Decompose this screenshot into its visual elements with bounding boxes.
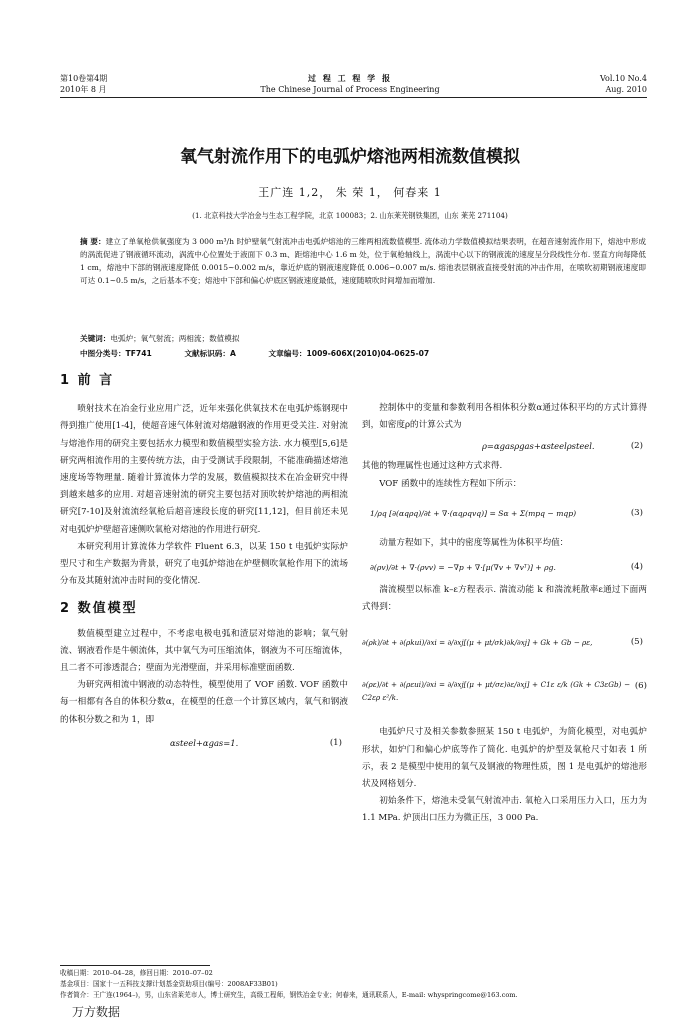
equation-3-body: 1/ρq [∂(αqρq)/∂t + ∇·(αqρqvq)] = Sα + Σ(mpq − mqp): [370, 508, 577, 518]
intro-paragraph-1: 喷射技术在冶金行业应用广泛，近年来强化供氧技术在电弧炉炼钢现中得到推广使用[1-4]，使超音速气体射流对熔融钢液的作用更受关注. 对射流与熔池作用的研究主要包括水力模型和数值模型实验方法. 水力模型[5,6]是研究两相流作用的主要传统方法，由于受测试手段限制，不能准确描述熔池速度场等物理量. 随着计算流体力学的发展，数值模拟技术在冶金研究中得到越来越多的应用. 对超音速射流的研究主要包括对顶吹转炉熔池的两相流研究[7-10]及射流流经氧枪后超音速段长度的研究[11,12]，但目前还未见对电弧炉炉壁超音速侧吹氧枪对熔池的作用进行研究.: [60, 404, 348, 535]
watermark: 万方数据: [72, 1005, 121, 1019]
section-heading-1: 1 前 言: [60, 373, 115, 388]
left-column: [60, 372, 348, 755]
equation-5: [362, 616, 647, 668]
equation-2: [362, 434, 647, 458]
equation-2-number: (2): [630, 441, 643, 452]
abstract: [80, 235, 646, 287]
momentum-intro: 动量方程如下，其中的密度等属性为体积平均值：: [379, 537, 569, 548]
clc-number: 中图分类号：TF741: [80, 349, 152, 358]
running-header-right: [600, 73, 647, 95]
footnote-fund: 基金项目：国家十一五科技支撑计划基金资助项目(编号：2008AF33B01): [60, 980, 278, 988]
equation-4: [362, 552, 647, 582]
section-heading-2: 2 数值模型: [60, 601, 138, 617]
equation-6: [362, 668, 647, 724]
vof-paragraph: 控制体中的变量和参数利用各相体积分数α通过体积平均的方式计算得到，如密度ρ的计算公式为: [362, 403, 647, 431]
equation-3-number: (3): [630, 507, 643, 518]
journal-name-en: The Chinese Journal of Process Engineering: [260, 85, 440, 94]
footnote-bio: 作者简介：王广连(1964–)，男，山东省莱芜市人，博士研究生，高级工程师，钢铁冶金专业；何春来，通讯联系人，E-mail: whyspringcome@163.com.: [60, 991, 518, 999]
document-code: 文献标识码：A: [184, 349, 236, 358]
keywords-text: 电弧炉；氧气射流；两相流；数值模拟: [110, 334, 240, 343]
model-paragraph-2: 为研究两相流中钢液的动态特性，模型使用了 VOF 函数. VOF 函数中每一相都有各自的体积分数α，在模型的任意一个计算区域内，氧气和钢液的体积分数之和为 1，即: [60, 680, 348, 725]
equation-4-body: ∂(ρv)/∂t + ∇·(ρvv) = −∇p + ∇·[μ(∇v + ∇vᵀ)] + ρg.: [370, 563, 556, 573]
journal-name-cn: 过 程 工 程 学 报: [308, 74, 392, 83]
equation-6-body: ∂(ρε)/∂t + ∂(ρεui)/∂xi = ∂/∂xj[(μ + μt/σε)∂ε/∂xj] + C1ε ε/k (Gk + C3εGb) − C2ερ ε²/k.: [362, 680, 630, 703]
affiliation: (1. 北京科技大学冶金与生态工程学院，北京 100083；2. 山东莱芜钢铁集团，山东 莱芜 271104): [192, 211, 508, 220]
equation-4-number: (4): [630, 562, 643, 573]
abstract-label: 摘 要：: [80, 237, 106, 246]
author-list: 王广连 1,2， 朱 荣 1， 何春来 1: [258, 186, 442, 199]
initial-conditions-paragraph: 初始条件下，熔池未受氧气射流冲击. 氧枪入口采用压力入口，压力为 1.1 MPa. 炉顶出口压力为微正压，3 000 Pa.: [362, 796, 647, 824]
keywords-label: 关键词：: [80, 334, 111, 343]
continuity-intro: VOF 函数中的连续性方程如下所示：: [379, 478, 522, 489]
running-header-center: [200, 73, 500, 95]
intro-paragraph-2: 本研究利用计算流体力学软件 Fluent 6.3，以某 150 t 电弧炉实际炉型尺寸和生产数据为背景，研究了电弧炉熔池在炉壁侧吹氧枪作用下的流场分布及其随射流冲击时间的变化情况.: [60, 541, 348, 587]
abstract-text: 建立了单氧枪供氧强度为 3 000 m³/h 时炉壁氧气射流冲击电弧炉熔池的三维两相流数值模型. 流体动力学数值模拟结果表明，在超音速射流作用下，熔池中形成的涡流促进了钢液循环流动，涡流中心位置处于液面下 0.3 m、距熔池中心 1.6 m 处，位于氧枪轴线上，涡流中心以下的钢液流的速度呈分段线性分布. 竖直方向每降低 1 cm，熔池中下部的钢液速度降低 0.0015~0.002 m/s，靠近炉底的钢液速度降低 0.006~0.007 m/s. 熔池表层钢液直接受射流的冲击作用，在喷吹初期钢液速度即可达 0.1~0.5 m/s，之后基本不变；熔池中下部和偏心炉底区钢液速度最低，速度随喷吹时间增加而增加.: [80, 237, 646, 285]
equation-2-body: ρ=αgasρgas+αsteelρsteel.: [482, 441, 595, 452]
properties-sentence: 其他的物理属性也通过这种方式求得.: [362, 461, 503, 472]
equation-1-body: αsteel+αgas=1.: [170, 737, 239, 748]
equation-6-number: (6): [634, 681, 647, 692]
equation-1-number: (1): [329, 737, 342, 748]
date-en: Aug. 2010: [605, 85, 647, 94]
paper-title: 氧气射流作用下的电弧炉熔池两相流数值模拟: [180, 147, 520, 167]
running-header-left: [60, 73, 107, 95]
volume-issue-en: Vol.10 No.4: [600, 74, 647, 83]
equation-1: [60, 733, 348, 755]
equation-3: [362, 493, 647, 535]
turbulence-paragraph: 湍流模型以标准 k–ε方程表示. 湍流动能 k 和湍流耗散率ε通过下面两式得到：: [362, 585, 647, 613]
right-column: [362, 400, 647, 828]
keywords: [80, 332, 646, 345]
equation-5-body: ∂(ρk)/∂t + ∂(ρkui)/∂xi = ∂/∂xj[(μ + μt/σk)∂k/∂xj] + Gk + Gb − ρε,: [362, 638, 593, 648]
footnote-received: 收稿日期：2010–04–28，修回日期：2010–07–02: [60, 969, 213, 977]
volume-issue-cn: 第10卷第4期: [60, 74, 108, 83]
date-cn: 2010年 8 月: [60, 85, 107, 94]
header-rule: [60, 97, 647, 98]
article-number: 文章编号：1009-606X(2010)04-0625-07: [268, 349, 430, 358]
model-paragraph-1: 数值模型建立过程中，不考虑电极电弧和渣层对熔池的影响；氧气射流、钢液看作是牛顿流体，其中氧气为可压缩流体，钢液为不可压缩流体，且二者不可渗透混合；壁面为光滑壁面，并采用标准壁面函数.: [60, 628, 348, 674]
equation-5-number: (5): [630, 637, 643, 648]
furnace-paragraph: 电弧炉尺寸及相关参数参照某 150 t 电弧炉，为简化模型，对电弧炉形状，如炉门和偏心炉底等作了简化. 电弧炉的炉型及氧枪尺寸如表 1 所示，表 2 是模型中使用的氧气及钢液的物理性质，图 1 是电弧炉的熔池形状及网格划分.: [362, 727, 647, 790]
classification-line: [80, 347, 646, 360]
footnote-rule: [60, 965, 210, 966]
